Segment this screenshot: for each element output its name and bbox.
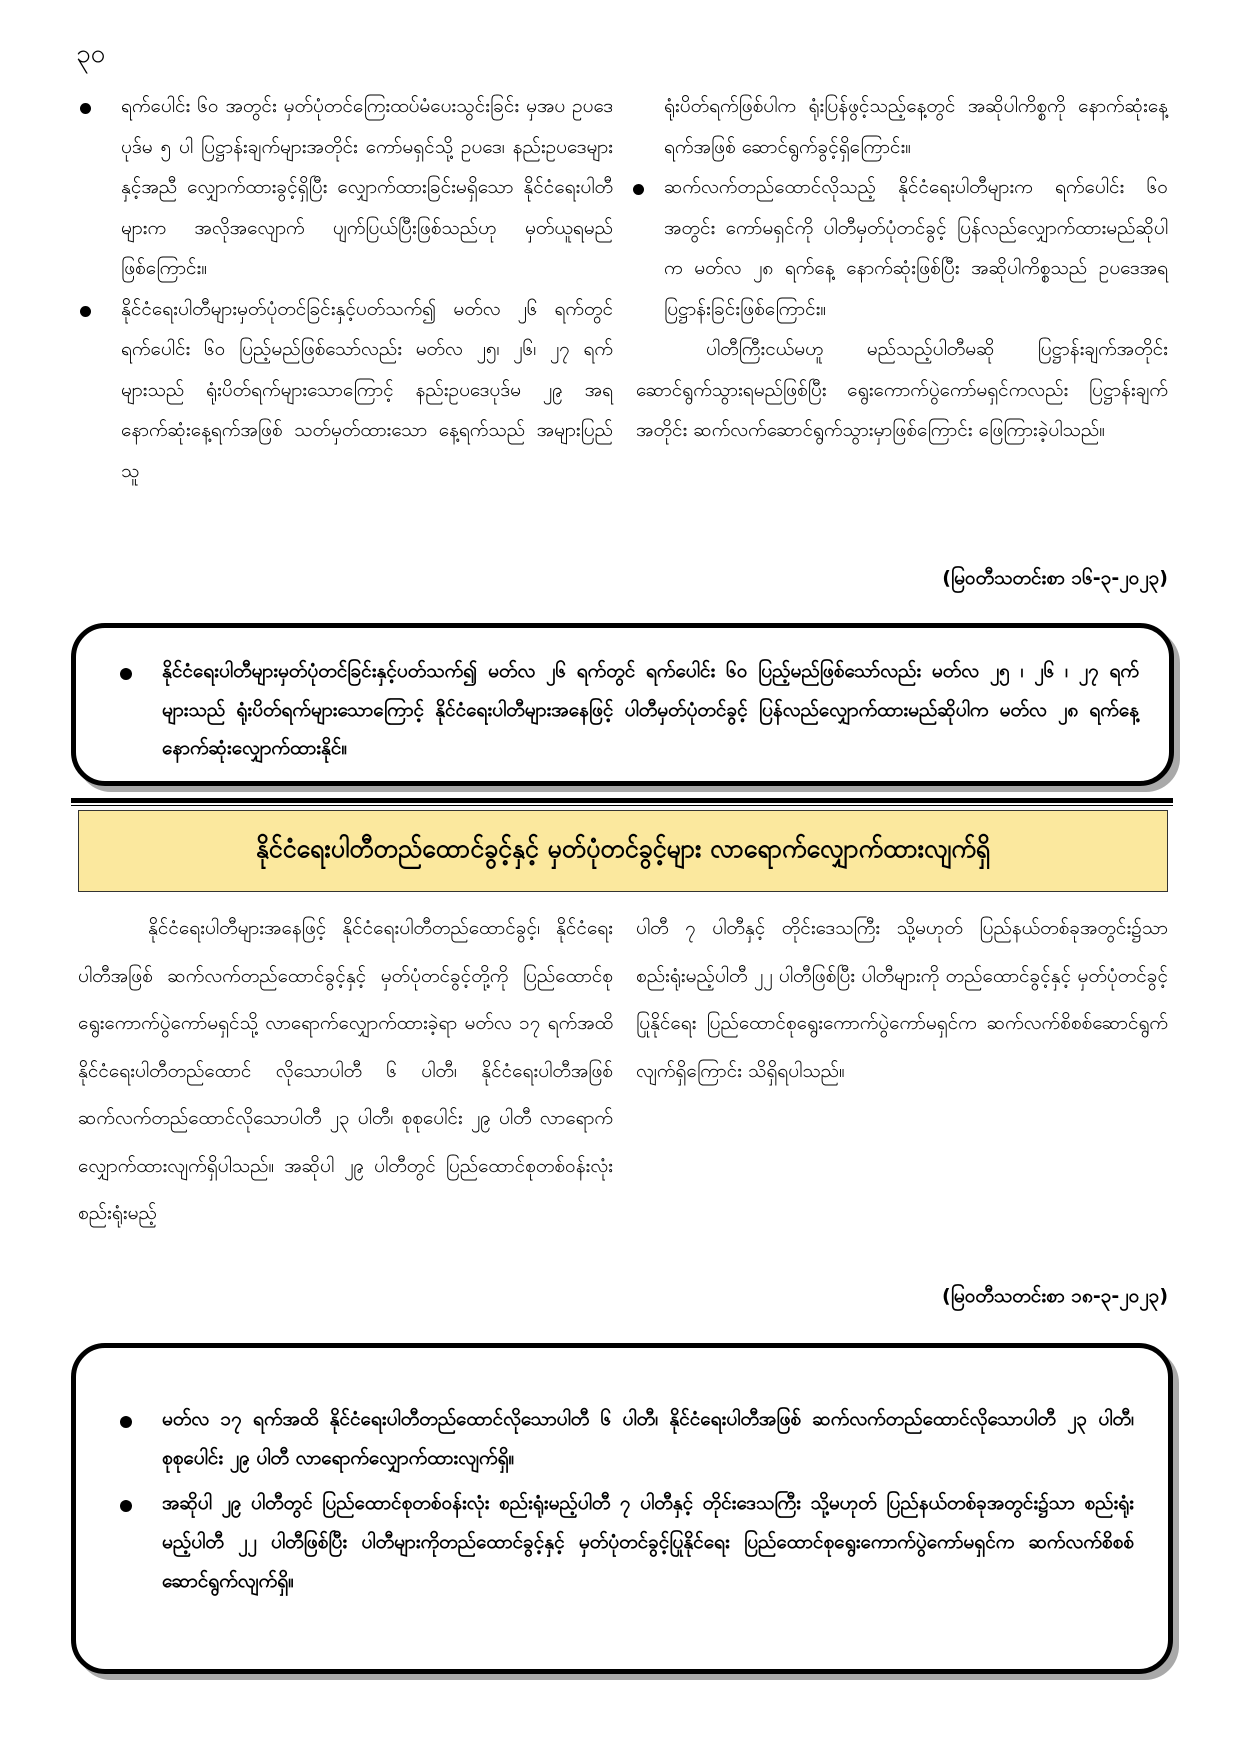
summary-box [71, 1343, 1173, 1674]
summary-bullet: မတ်လ ၁၇ ရက်အထိ နိုင်ငံရေးပါတီတည်ထောင်လိုသောပါတီ ၆ ပါတီ၊ နိုင်ငံရေးပါတီအဖြစ် ဆက်လက်တည်ထောင်လိုသောပါတီ ၂၃ ပါတီ၊ စုစုပေါင်း ၂၉ ပါတီ လာရောက်လျှောက်ထားလျက်ရှိ။ [110, 1400, 1134, 1478]
section-heading: နိုင်ငံရေးပါတီတည်ထောင်ခွင့်နှင့် မှတ်ပုံတင်ခွင့်များ လာရောက်လျှောက်ထားလျက်ရှိ [78, 810, 1168, 892]
section2-right-column [636, 905, 1168, 1095]
paragraph: ပါတီ ၇ ပါတီနှင့် တိုင်းဒေသကြီး သို့မဟုတ် ပြည်နယ်တစ်ခုအတွင်း၌သာ စည်းရုံးမည့်ပါတီ ၂၂ ပါတီဖြစ်ပြီး ပါတီများကို တည်ထောင်ခွင့်နှင့် မှတ်ပုံတင်ခွင့်ပြုနိုင်ရေး ပြည်ထောင်စုရွေးကောက်ပွဲကော်မရှင်က ဆက်လက်စိစစ်ဆောင်ရွက်လျက်ရှိကြောင်း သိရှိရပါသည်။ [636, 917, 1168, 1082]
bullet-item: ဆက်လက်တည်ထောင်လိုသည့် နိုင်ငံရေးပါတီများက ရက်ပေါင်း ၆၀ အတွင်း ကော်မရှင်ကို ပါတီမှတ်ပုံတင်ခွင့် ပြန်လည်လျှောက်ထားမည်ဆိုပါက မတ်လ ၂၈ ရက်နေ့ နောက်ဆုံးဖြစ်ပြီး အဆိုပါကိစ္စသည် ဥပဒေအရပြဋ္ဌာန်းခြင်းဖြစ်ကြောင်း။ [636, 167, 1168, 329]
summary-bullet: အဆိုပါ ၂၉ ပါတီတွင် ပြည်ထောင်စုတစ်ဝန်းလုံး စည်းရုံးမည့်ပါတီ ၇ ပါတီနှင့် တိုင်းဒေသကြီး သို့မဟုတ် ပြည်နယ်တစ်ခုအတွင်း၌သာ စည်းရုံးမည့်ပါတီ ၂၂ ပါတီဖြစ်ပြီး ပါတီများကိုတည်ထောင်ခွင့်နှင့် မှတ်ပုံတင်ခွင့်ပြုနိုင်ရေး ပြည်ထောင်စုရွေးကောက်ပွဲကော်မရှင်က ဆက်လက်စိစစ်ဆောင်ရွက်လျက်ရှိ။ [110, 1484, 1134, 1601]
paragraph: ပါတီကြီးငယ်မဟူ မည်သည့်ပါတီမဆို ပြဋ္ဌာန်းချက်အတိုင်း ဆောင်ရွက်သွားရမည်ဖြစ်ပြီး ရွေးကောက်ပွဲကော်မရှင်ကလည်း ပြဋ္ဌာန်းချက်အတိုင်း ဆက်လက်ဆောင်ရွက်သွားမှာဖြစ်ကြောင်း ဖြေကြားခဲ့ပါသည်။ [636, 338, 1168, 441]
bullet-continuation: ရုံးပိတ်ရက်ဖြစ်ပါက ရုံးပြန်ဖွင့်သည့်နေ့တွင် အဆိုပါကိစ္စကို နောက်ဆုံးနေ့ရက်အဖြစ် ဆောင်ရွက်ခွင့်ရှိကြောင်း။ [664, 95, 1168, 158]
summary-bullet: နိုင်ငံရေးပါတီများမှတ်ပုံတင်ခြင်းနှင့်ပတ်သက်၍ မတ်လ ၂၆ ရက်တွင် ရက်ပေါင်း ၆၀ ပြည့်မည်ဖြစ်သော်လည်း မတ်လ ၂၅ ၊ ၂၆ ၊ ၂၇ ရက်များသည် ရုံးပိတ်ရက်များသောကြောင့် နိုင်ငံရေးပါတီများအနေဖြင့် ပါတီမှတ်ပုံတင်ခွင့် ပြန်လည်လျှောက်ထားမည်ဆိုပါက မတ်လ ၂၈ ရက်နေ့ နောက်ဆုံးလျှောက်ထားနိုင်။ [110, 652, 1139, 768]
section1-right-column [636, 86, 1168, 451]
section2-left-column [78, 905, 613, 1238]
divider [71, 798, 1173, 803]
summary-box [71, 623, 1174, 786]
page-number: ၃၀ [76, 39, 106, 69]
divider [71, 805, 1173, 806]
source-citation: (မြဝတီသတင်းစာ ၁၆-၃-၂၀၂၃) [942, 567, 1168, 589]
paragraph: နိုင်ငံရေးပါတီများအနေဖြင့် နိုင်ငံရေးပါတီတည်ထောင်ခွင့်၊ နိုင်ငံရေးပါတီအဖြစ် ဆက်လက်တည်ထောင်ခွင့်နှင့် မှတ်ပုံတင်ခွင့်တို့ကို ပြည်ထောင်စုရွေးကောက်ပွဲကော်မရှင်သို့ လာရောက်လျှောက်ထားခဲ့ရာ မတ်လ ၁၇ ရက်အထိ နိုင်ငံရေးပါတီတည်ထောင် လိုသောပါတီ ၆ ပါတီ၊ နိုင်ငံရေးပါတီအဖြစ် ဆက်လက်တည်ထောင်လိုသောပါတီ ၂၃ ပါတီ၊ စုစုပေါင်း ၂၉ ပါတီ လာရောက်လျှောက်ထားလျက်ရှိပါသည်။ အဆိုပါ ၂၉ ပါတီတွင် ပြည်ထောင်စုတစ်ဝန်းလုံး စည်းရုံးမည့် [78, 917, 613, 1224]
bullet-item: နိုင်ငံရေးပါတီများမှတ်ပုံတင်ခြင်းနှင့်ပတ်သက်၍ မတ်လ ၂၆ ရက်တွင် ရက်ပေါင်း ၆၀ ပြည့်မည်ဖြစ်သော်လည်း မတ်လ ၂၅၊ ၂၆၊ ၂၇ ရက်များသည် ရုံးပိတ်ရက်များသောကြောင့် နည်းဥပဒေပုဒ်မ ၂၉ အရ နောက်ဆုံးနေ့ရက်အဖြစ် သတ်မှတ်ထားသော နေ့ရက်သည် အများပြည်သူ [78, 289, 613, 492]
bullet-item: ရက်ပေါင်း ၆၀ အတွင်း မှတ်ပုံတင်ကြေးထပ်မံပေးသွင်းခြင်း မှအပ ဥပဒေပုဒ်မ ၅ ပါ ပြဋ္ဌာန်းချက်များအတိုင်း ကော်မရှင်သို့ ဥပဒေ၊ နည်းဥပဒေများနှင့်အညီ လျှောက်ထားခွင့်ရှိပြီး လျှောက်ထားခြင်းမရှိသော နိုင်ငံရေးပါတီများက အလိုအလျောက် ပျက်ပြယ်ပြီးဖြစ်သည်ဟု မှတ်ယူရမည်ဖြစ်ကြောင်း။ [78, 86, 613, 289]
source-citation: (မြဝတီသတင်းစာ ၁၈-၃-၂၀၂၃) [942, 1285, 1168, 1307]
section1-left-column [78, 86, 613, 491]
